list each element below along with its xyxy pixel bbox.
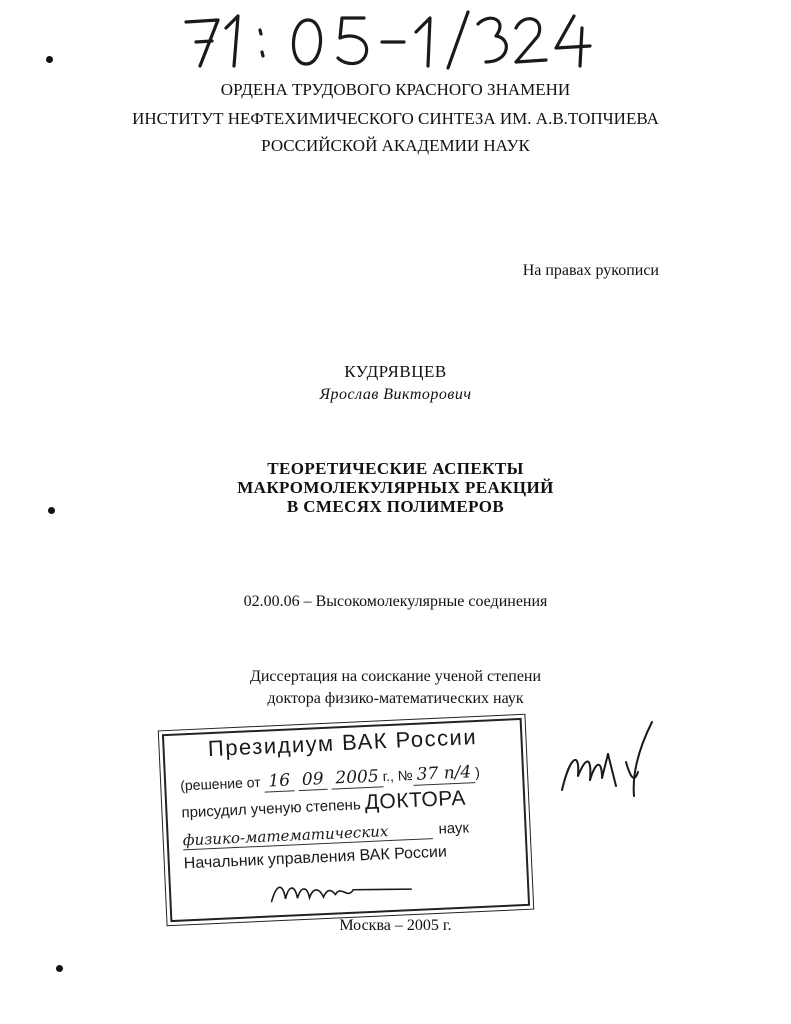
stamp-awarded-degree: ДОКТОРА [364,786,467,815]
city-year: Москва – 2005 г. [339,917,452,934]
degree-line-1: Диссертация на соискание ученой степени [249,668,542,685]
degree-line-2: доктора физико-математических наук [267,690,524,707]
institution-line-3: РОССИЙСКОЙ АКАДЕМИИ НАУК [261,136,530,155]
title-line-2: МАКРОМОЛЕКУЛЯРНЫХ РЕАКЦИЙ [237,478,554,497]
stamp-decision-day: 16 [264,770,295,792]
stamp-awarded-prefix: присудил ученую степень [181,796,362,822]
stamp-field-handwritten: физико-математических [182,820,433,850]
stamp-decision-year: 2005 [331,766,383,789]
stamp-signature [261,871,422,908]
institution-line-2: ИНСТИТУТ НЕФТЕХИМИЧЕСКОГО СИНТЕЗА ИМ. А.В.ТОПЧИЕВА [132,109,659,128]
handwritten-catalog-number [178,8,598,70]
specialty: 02.00.06 – Высокомолекулярные соединения [243,593,548,610]
margin-mark [46,56,53,63]
stamp-decision-prefix: (решение от [179,773,261,794]
margin-mark [56,965,63,972]
stamp-title: Президиум ВАК России [207,723,478,762]
stamp-head-title: Начальник управления ВАК России [183,843,448,873]
institution-line-1: ОРДЕНА ТРУДОВОГО КРАСНОГО ЗНАМЕНИ [220,80,571,99]
title-line-1: ТЕОРЕТИЧЕСКИЕ АСПЕКТЫ [267,459,524,478]
stamp-decision-month: 09 [297,769,328,791]
author-given-names: Ярослав Викторович [319,386,472,403]
stamp-decision-year-suffix: г., № [382,766,414,785]
manuscript-rights: На правах рукописи [522,262,659,279]
handwritten-signature [556,716,666,806]
stamp-decision-close: ) [474,763,481,781]
title-line-3: В СМЕСЯХ ПОЛИМЕРОВ [286,497,505,516]
stamp-field-suffix: наук [438,819,470,838]
vak-stamp [162,718,530,922]
author-surname: КУДРЯВЦЕВ [344,362,447,381]
stamp-decision-number: 37 п/4 [412,762,475,786]
